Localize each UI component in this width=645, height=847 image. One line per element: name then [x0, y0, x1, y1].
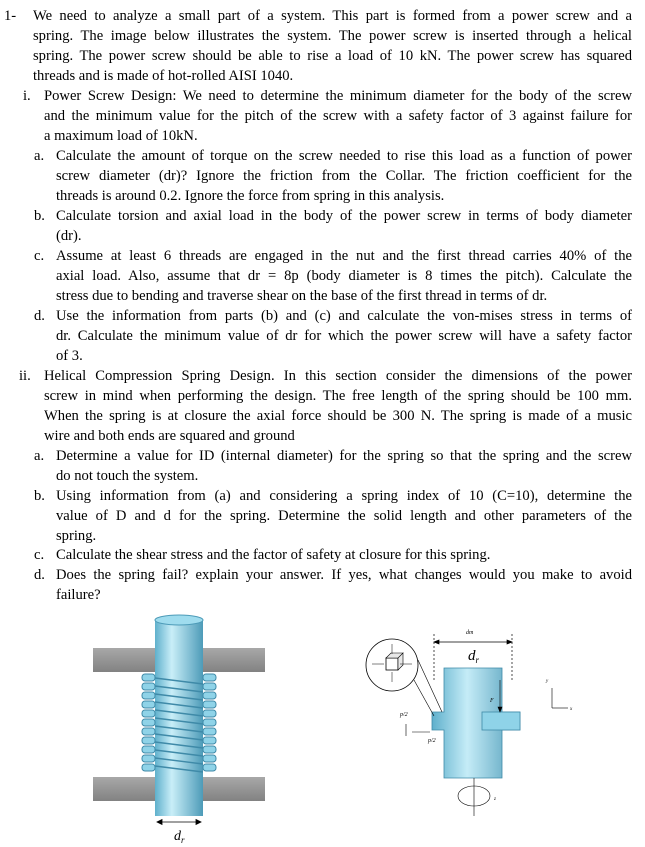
dr-label: $d_r$ [174, 829, 185, 845]
part-ii-b-label: b. [34, 488, 45, 504]
p2-label-a: p/2 [400, 712, 408, 718]
part-i-c-label: c. [34, 248, 45, 264]
screw-shaft [155, 620, 203, 816]
part-i-line-3: a maximum load of 10kN. [44, 128, 198, 144]
part-ii-d-line-2: failure? [56, 587, 101, 603]
intro-line-4: threads and is made of hot-rolled AISI 1040. [33, 68, 294, 84]
part-i-b-label: b. [34, 208, 45, 224]
part-ii-line-4: wire and both ends are squared and ground [44, 428, 295, 444]
part-i-a-line-3: threads is around 0.2. Ignore the force from spring in this analysis. [56, 188, 445, 204]
part-i-d-line-3: of 3. [56, 348, 83, 364]
intro-line-3: spring. The power screw should be able to rise a load of 10 kN. The power screw has squared [33, 48, 632, 64]
axis-y-label: y [546, 679, 549, 684]
axis-z-label: z [494, 797, 496, 802]
part-i-c-line-2: axial load. Also, assume that dr = 8p (body diameter is 8 times the pitch). Calculate the [56, 268, 632, 284]
part-i-c-line-3: stress due to bending and traverse shear on the base of the first thread in terms of dr. [56, 288, 548, 304]
part-ii-b-line-3: spring. [56, 528, 97, 544]
part-i-b-line-1: Calculate torsion and axial load in the body of the power screw in terms of body diameter [56, 208, 632, 224]
part-ii-line-1: Helical Compression Spring Design. In this section consider the dimensions of the power [44, 368, 632, 384]
part-i-a-line-1: Calculate the amount of torque on the screw needed to rise this load as a function of power [56, 148, 632, 164]
part-i-a-label: a. [34, 148, 45, 164]
part-i-b-line-2: (dr). [56, 228, 82, 244]
part-i-line-1: Power Screw Design: We need to determine the minimum diameter for the body of the screw [44, 88, 632, 104]
part-ii-c-label: c. [34, 547, 45, 563]
dr-dimension-arrow [157, 820, 201, 825]
right-dr-label: $d_r$ [468, 648, 480, 665]
axes-symbol [552, 688, 568, 708]
dm-label: dm [466, 630, 474, 636]
part-ii-b-line-1: Using information from (a) and considering a spring index of 10 (C=10), determine the [56, 488, 632, 504]
part-i-d-line-2: dr. Calculate the minimum value of dr for which the power screw will have a safety factor [56, 328, 632, 344]
part-ii-b-line-2: value of D and d for the spring. Determine the solid length and other parameters of the [56, 508, 632, 524]
part-ii-line-3: When the spring is at closure the axial force should be 300 N. The spring is made of a music [44, 408, 632, 424]
screw-spring-figure [90, 612, 270, 847]
stress-cube [386, 658, 398, 670]
intro-line-1: We need to analyze a small part of a system. This part is formed from a power screw and a [33, 8, 632, 24]
part-i-label: i. [23, 88, 31, 104]
intro-line-2: spring. The image below illustrates the system. The power screw is inserted through a helical [33, 28, 632, 44]
part-ii-line-2: screw in mind when performing the design. The free length of the spring should be 100 mm. [44, 388, 632, 404]
screw-top [155, 615, 203, 625]
part-i-d-line-1: Use the information from parts (b) and (c) and calculate the von-mises stress in terms of [56, 308, 632, 324]
question-number: 1- [4, 8, 17, 24]
part-ii-a-line-2: do not touch the system. [56, 468, 199, 484]
p2-label-b: p/2 [428, 738, 436, 744]
thread-stress-figure [362, 620, 584, 820]
part-ii-c-line-1: Calculate the shear stress and the factor of safety at closure for this spring. [56, 547, 491, 563]
part-ii-a-label: a. [34, 448, 45, 464]
part-i-line-2: and the minimum value for the pitch of the screw with a safety factor of 3 against failure for [44, 108, 632, 124]
part-i-c-line-1: Assume at least 6 threads are engaged in the nut and the first thread carries 40% of the [56, 248, 632, 264]
part-i-a-line-2: screw diameter (dr)? Ignore the friction from the Collar. The friction coefficient for the [56, 168, 632, 184]
part-ii-d-label: d. [34, 567, 45, 583]
axis-x-label: x [570, 707, 573, 712]
part-i-d-label: d. [34, 308, 45, 324]
part-ii-a-line-1: Determine a value for ID (internal diameter) for the spring so that the spring and the screw [56, 448, 632, 464]
force-label: F [490, 698, 494, 704]
thread-tooth [482, 712, 520, 730]
part-ii-label: ii. [19, 368, 31, 384]
part-ii-d-line-1: Does the spring fail? explain your answer. If yes, what changes would you make to avoid [56, 567, 632, 583]
